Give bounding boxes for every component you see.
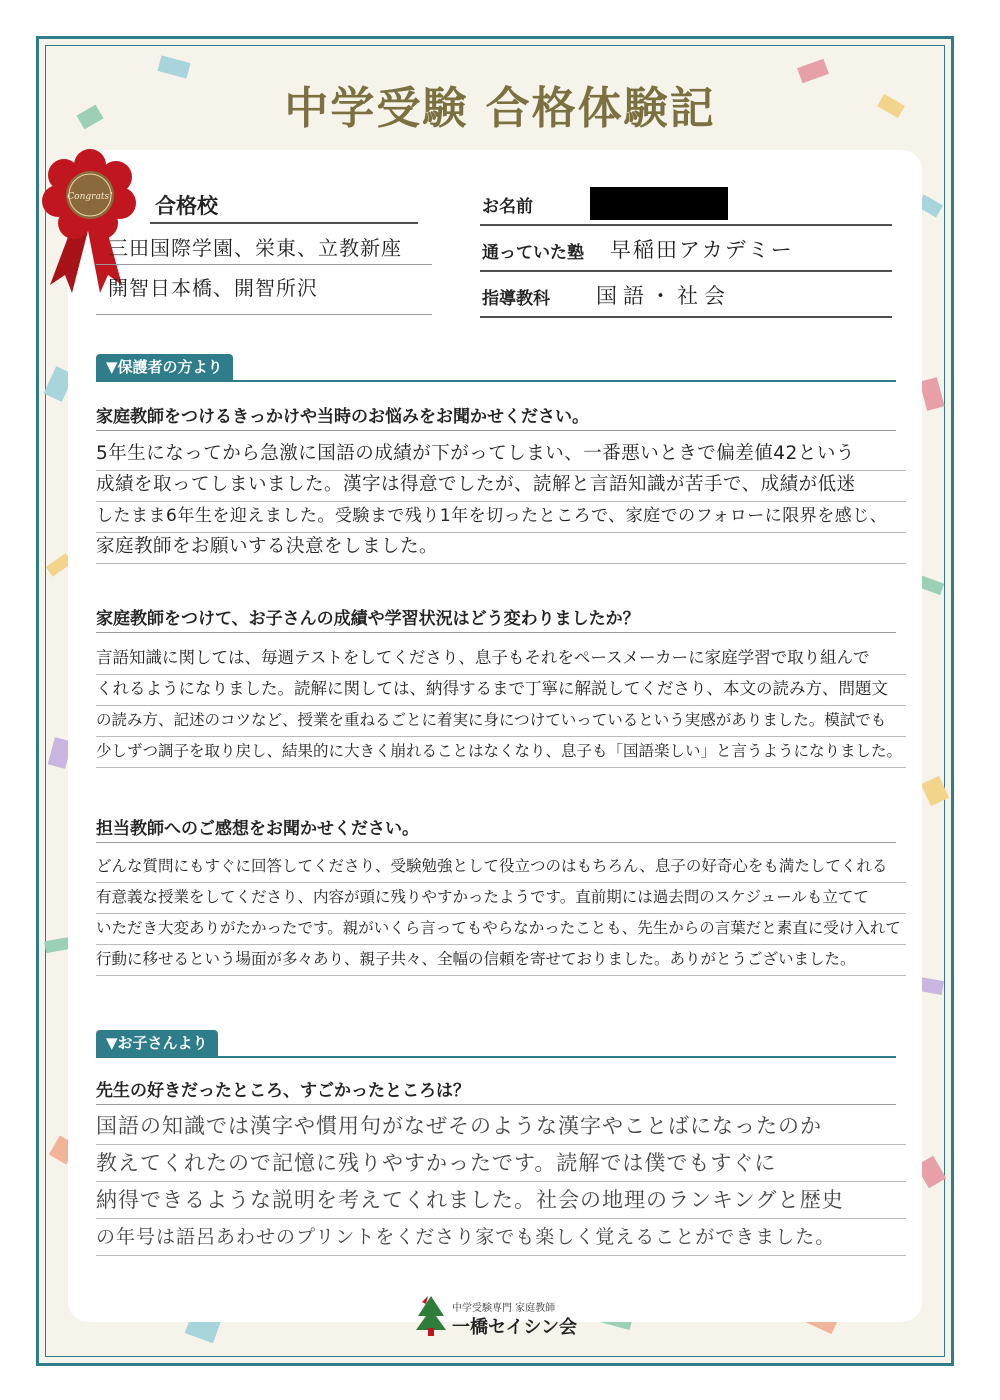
school-line-1: 三田国際学園、栄東、立教新座 bbox=[108, 236, 402, 260]
ribbon-rosette-icon bbox=[30, 135, 150, 295]
parent-q2-rule bbox=[96, 632, 896, 633]
school-rule-1 bbox=[96, 264, 432, 265]
footer-brand: 一橋セイシン会 bbox=[452, 1317, 578, 1338]
child-section-tag: ▼お子さんより bbox=[96, 1030, 218, 1056]
answer-line: 行動に移せるという場面が多々あり、親子共々、全幅の信頼を寄せておりました。ありがとうございました。 bbox=[96, 945, 906, 976]
parent-q1-rule bbox=[96, 430, 896, 431]
answer-line: 少しずつ調子を取り戻し、結果的に大きく崩れることはなくなり、息子も「国語楽しい」と言うようになりました。 bbox=[96, 737, 906, 768]
answer-line: 5年生になってから急激に国語の成績が下がってしまい、一番悪いときで偏差値42という bbox=[96, 440, 906, 471]
name-rule bbox=[480, 224, 892, 226]
answer-line: 納得できるような説明を考えてくれました。社会の地理のランキングと歴史 bbox=[96, 1182, 906, 1219]
parent-question-3: 担当教師へのご感想をお聞かせください。 bbox=[96, 819, 419, 839]
parent-answer-3 bbox=[96, 852, 906, 976]
ribbon-badge-text: Congrats! bbox=[67, 192, 113, 202]
parent-answer-1 bbox=[96, 440, 906, 564]
juku-rule bbox=[480, 270, 892, 272]
child-question-1: 先生の好きだったところ、すごかったところは？ bbox=[96, 1081, 470, 1101]
answer-line: 有意義な授業をしてくださり、内容が頭に残りやすかったようです。直前期には過去問のスケジュールも立てて bbox=[96, 883, 906, 914]
answer-line: の読み方、記述のコツなど、授業を重ねるごとに着実に身につけていっているという実感がありました。模試でも bbox=[96, 706, 906, 737]
tree-logo-icon bbox=[414, 1294, 448, 1336]
footer-tagline: 中学受験専門 家庭教師 bbox=[452, 1303, 556, 1314]
answer-line: の年号は語呂あわせのプリントをくださり家でも楽しく覚えることができました。 bbox=[96, 1219, 906, 1256]
parent-answer-2 bbox=[96, 644, 906, 768]
answer-line: したまま6年生を迎えました。受験まで残り1年を切ったところで、家庭でのフォローに限界を感じ、 bbox=[96, 502, 906, 533]
answer-line: いただき大変ありがたかったです。親がいくら言ってもやらなかったことも、先生からの言葉だと素直に受け入れて bbox=[96, 914, 906, 945]
page-title: 中学受験 合格体験記 bbox=[284, 83, 716, 134]
name-label: お名前 bbox=[482, 197, 533, 217]
parent-section-tag: ▼保護者の方より bbox=[96, 354, 233, 380]
subject-value: 国語・社会 bbox=[596, 284, 731, 308]
answer-line: 言語知識に関しては、毎週テストをしてくださり、息子もそれをペースメーカーに家庭学習で取り組んで bbox=[96, 644, 906, 675]
parent-question-2: 家庭教師をつけて、お子さんの成績や学習状況はどう変わりましたか？ bbox=[96, 609, 640, 629]
answer-line: 教えてくれたので記憶に残りやすかったです。読解では僕でもすぐに bbox=[96, 1145, 906, 1182]
child-answer-1 bbox=[96, 1108, 906, 1256]
parent-question-1: 家庭教師をつけるきっかけや当時のお悩みをお聞かせください。 bbox=[96, 407, 589, 427]
name-redaction bbox=[590, 187, 728, 220]
child-q1-rule bbox=[96, 1104, 896, 1105]
answer-line: 国語の知識では漢字や慣用句がなぜそのような漢字やことばになったのか bbox=[96, 1108, 906, 1145]
school-label: 合格校 bbox=[155, 194, 218, 218]
parent-q3-rule bbox=[96, 842, 896, 843]
juku-label: 通っていた塾 bbox=[482, 243, 584, 263]
juku-value: 早稲田アカデミー bbox=[610, 238, 794, 262]
school-line-2: 開智日本橋、開智所沢 bbox=[108, 276, 318, 300]
answer-line: 家庭教師をお願いする決意をしました。 bbox=[96, 533, 906, 564]
school-label-rule bbox=[150, 222, 418, 224]
answer-line: どんな質問にもすぐに回答してくださり、受験勉強として役立つのはもちろん、息子の好奇心をも満たしてくれる bbox=[96, 852, 906, 883]
parent-section-line bbox=[96, 380, 896, 382]
child-section-line bbox=[96, 1056, 896, 1058]
subject-rule bbox=[480, 316, 892, 318]
answer-line: 成績を取ってしまいました。漢字は得意でしたが、読解と言語知識が苦手で、成績が低迷 bbox=[96, 471, 906, 502]
school-rule-2 bbox=[96, 314, 432, 315]
answer-line: くれるようになりました。読解に関しては、納得するまで丁寧に解説してくださり、本文の読み方、問題文 bbox=[96, 675, 906, 706]
subject-label: 指導教科 bbox=[482, 289, 550, 309]
